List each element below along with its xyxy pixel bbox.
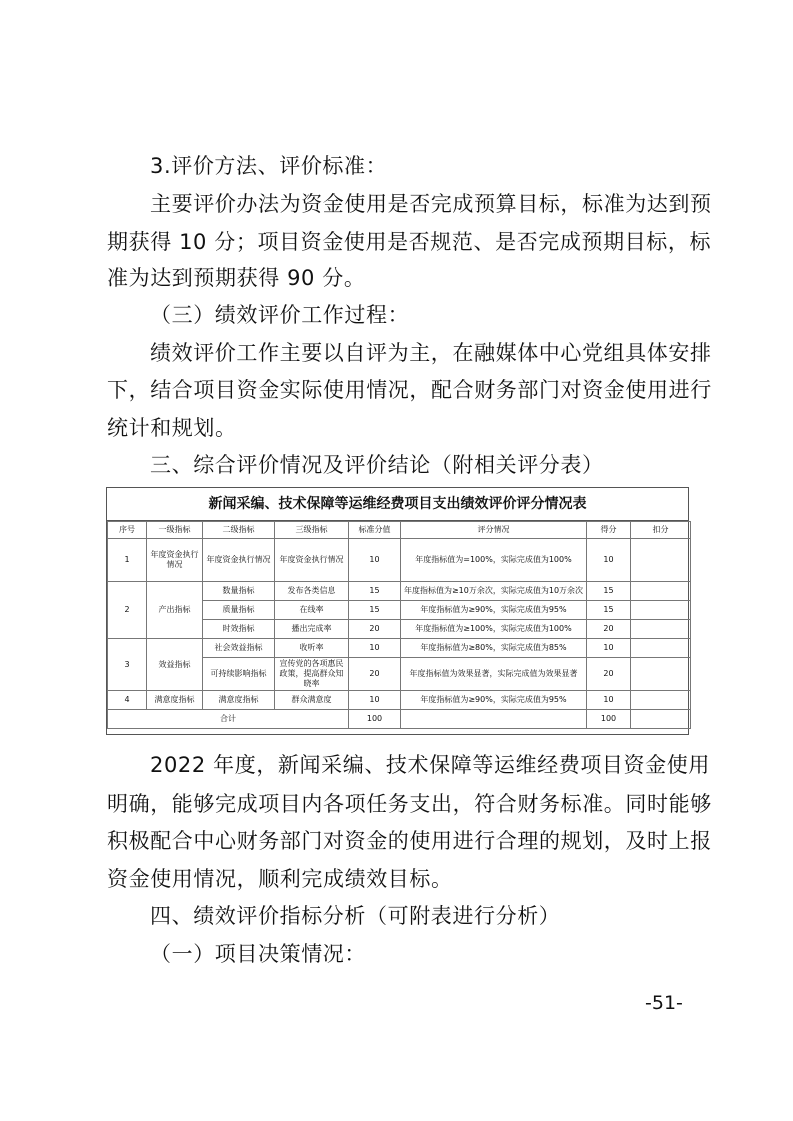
para-top-2: 期获得 10 分；项目资金使用是否规范、是否完成预期目标，标 [107,230,712,254]
cell-l2: 时效指标 [203,620,275,639]
cell-deduct [631,658,691,691]
total-score: 100 [587,710,631,729]
cell-no: 2 [108,582,147,639]
para-bottom-0: 2022 年度，新闻采编、技术保障等运维经费项目资金使用 [150,753,710,777]
subsection-heading: （一）项目决策情况： [150,942,366,966]
cell-l3: 播出完成率 [275,620,349,639]
cell-std: 10 [349,691,401,710]
cell-l2: 社会效益指标 [203,639,275,658]
cell-l3: 在线率 [275,601,349,620]
header-cell: 二级指标 [203,522,275,539]
cell-no: 4 [108,691,147,710]
cell-std: 15 [349,601,401,620]
table-header-row [108,522,691,539]
cell-deduct [631,582,691,601]
para-top-1: 主要评价办法为资金使用是否完成预算目标，标准为达到预 [150,192,712,216]
cell-l3: 宣传党的各项惠民政策，提高群众知晓率 [275,658,349,691]
cell-std: 10 [349,539,401,582]
cell-std: 15 [349,582,401,601]
cell-desc: 年度指标值为≥80%，实际完成值为85% [401,639,587,658]
para-top-6: 下，结合项目资金实际使用情况，配合财务部门对资金使用进行 [107,378,712,402]
cell-l3: 群众满意度 [275,691,349,710]
cell-score: 15 [587,601,631,620]
cell-desc: 年度指标值为=100%，实际完成值为100% [401,539,587,582]
cell-desc: 年度指标值为≥100%，实际完成值为100% [401,620,587,639]
para-bottom-3: 资金使用情况，顺利完成绩效目标。 [107,867,453,891]
header-cell: 评分情况 [401,522,587,539]
table-row [108,582,691,601]
cell-deduct [631,639,691,658]
cell-no: 1 [108,539,147,582]
table-total-row [108,710,691,729]
cell-deduct [631,539,691,582]
table-row [108,639,691,658]
para-top-4: （三）绩效评价工作过程： [150,303,410,327]
header-cell: 序号 [108,522,147,539]
para-top-7: 统计和规划。 [107,416,237,440]
cell-std: 20 [349,620,401,639]
cell-desc: 年度指标值为≥90%，实际完成值为95% [401,601,587,620]
cell-deduct [631,691,691,710]
cell-l1: 效益指标 [147,639,203,691]
cell-l2: 满意度指标 [203,691,275,710]
header-cell: 标准分值 [349,522,401,539]
cell-score: 10 [587,639,631,658]
section-heading-3: 三、综合评价情况及评价结论（附相关评分表） [150,453,604,477]
cell-l2: 可持续影响指标 [203,658,275,691]
table-title: 新闻采编、技术保障等运维经费项目支出绩效评价评分情况表 [107,488,688,521]
table-row [108,691,691,710]
para-top-5: 绩效评价工作主要以自评为主，在融媒体中心党组具体安排 [150,341,712,365]
cell-deduct [631,620,691,639]
header-cell: 得分 [587,522,631,539]
cell-l3: 年度资金执行情况 [275,539,349,582]
cell-score: 20 [587,620,631,639]
page-number: -51- [645,992,683,1014]
cell-l3: 发布各类信息 [275,582,349,601]
cell-score: 15 [587,582,631,601]
score-grid [107,521,691,729]
para-bottom-2: 积极配合中心财务部门对资金的使用进行合理的规划，及时上报 [107,829,712,853]
cell-l2: 质量指标 [203,601,275,620]
header-cell: 三级指标 [275,522,349,539]
cell-l1: 产出指标 [147,582,203,639]
total-desc [401,710,587,729]
total-deduct [631,710,691,729]
cell-std: 10 [349,639,401,658]
para-bottom-1: 明确，能够完成项目内各项任务支出，符合财务标准。同时能够 [107,792,712,816]
cell-l2: 年度资金执行情况 [203,539,275,582]
cell-desc: 年度指标值为≥90%，实际完成值为95% [401,691,587,710]
cell-std: 20 [349,658,401,691]
cell-no: 3 [108,639,147,691]
cell-score: 10 [587,691,631,710]
cell-l3: 收听率 [275,639,349,658]
header-cell: 扣分 [631,522,691,539]
cell-score: 20 [587,658,631,691]
section-heading-4: 四、绩效评价指标分析（可附表进行分析） [150,904,561,928]
cell-desc: 年度指标值为效果显著，实际完成值为效果显著 [401,658,587,691]
cell-deduct [631,601,691,620]
cell-l1: 年度资金执行情况 [147,539,203,582]
table-row [108,539,691,582]
cell-score: 10 [587,539,631,582]
cell-l1: 满意度指标 [147,691,203,710]
score-table [106,487,689,735]
header-cell: 一级指标 [147,522,203,539]
total-std: 100 [349,710,401,729]
total-label: 合计 [108,710,349,729]
para-top-0: 3.评价方法、评价标准： [150,154,388,178]
para-top-3: 准为达到预期获得 90 分。 [107,266,366,290]
cell-l2: 数量指标 [203,582,275,601]
cell-desc: 年度指标值为≥10万余次，实际完成值为10万余次 [401,582,587,601]
